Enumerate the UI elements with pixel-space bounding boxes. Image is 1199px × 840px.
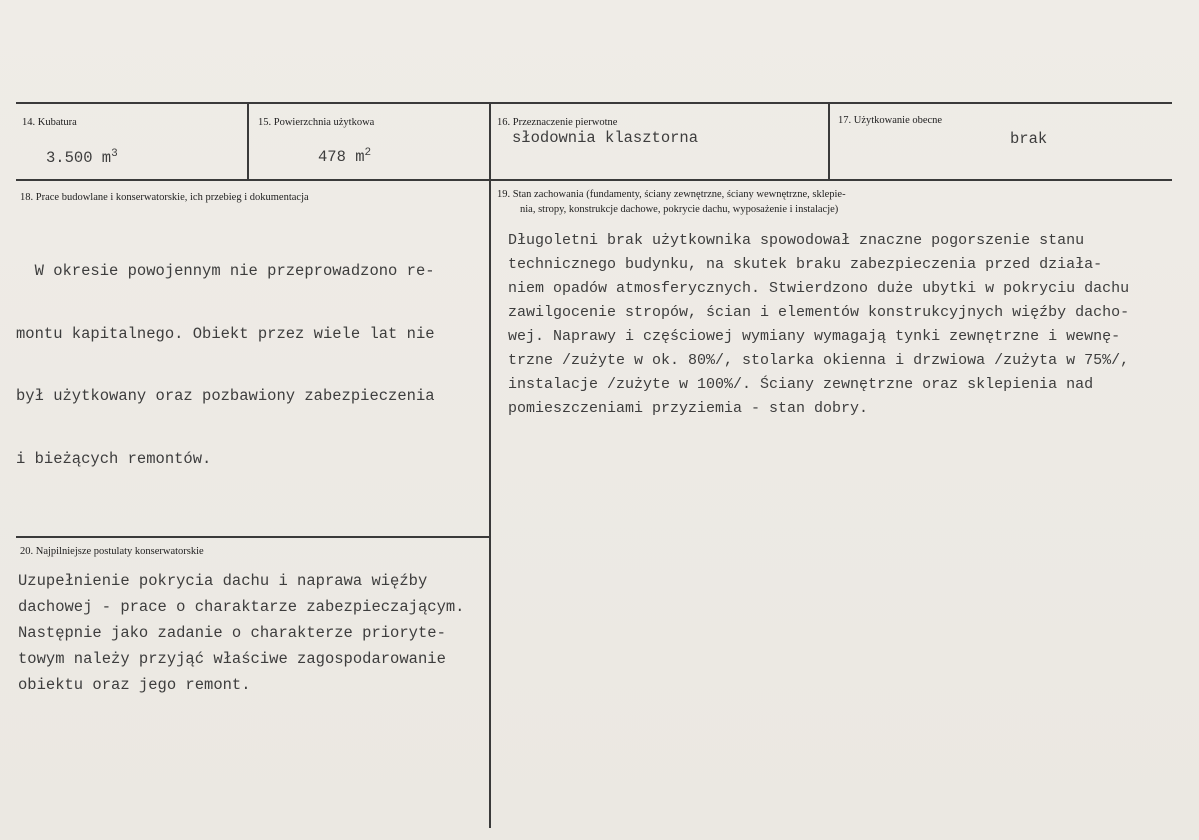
text-line: pomieszczeniami przyziemia - stan dobry. bbox=[508, 400, 869, 417]
text-line: niem opadów atmosferycznych. Stwierdzono duże ubytki w pokryciu dachu bbox=[508, 280, 1130, 297]
text-line: Uzupełnienie pokrycia dachu i naprawa więźby bbox=[18, 572, 428, 590]
text-line: i bieżących remontów. bbox=[16, 449, 212, 468]
row-divider bbox=[16, 179, 1172, 181]
text-line: towym należy przyjąć właściwe zagospodarowanie bbox=[18, 650, 446, 668]
postulaty-label: 20. Najpilniejsze postulaty konserwatorskie bbox=[20, 546, 204, 557]
prace-budowlane-text bbox=[16, 222, 435, 508]
powierzchnia-label: 15. Powierzchnia użytkowa bbox=[258, 117, 375, 128]
text-line: trzne /zużyte w ok. 80%/, stolarka okienna i drzwiowa /zużyta w 75%/, bbox=[508, 352, 1130, 369]
kubatura-value bbox=[46, 148, 118, 167]
powierzchnia-number: 478 m bbox=[318, 148, 365, 167]
text-line: był użytkowany oraz pozbawiony zabezpieczenia bbox=[16, 387, 435, 405]
stan-zachowania-label-2: nia, stropy, konstrukcje dachowe, pokrycie dachu, wyposażenie i instalacje) bbox=[520, 204, 839, 215]
text-line: Następnie jako zadanie o charakterze prioryte- bbox=[18, 624, 446, 642]
uzytkowanie-label: 17. Użytkowanie obecne bbox=[838, 115, 943, 126]
powierzchnia-unit-exponent: 2 bbox=[364, 147, 372, 159]
uzytkowanie-value: brak bbox=[1010, 130, 1048, 148]
text-line: Długoletni brak użytkownika spowodował znaczne pogorszenie stanu bbox=[508, 232, 1085, 249]
text-line: montu kapitalnego. Obiekt przez wiele lat nie bbox=[16, 324, 435, 343]
postulaty-text bbox=[18, 568, 464, 698]
text-line: zawilgocenie stropów, ścian i elementów konstrukcyjnych więźby dacho- bbox=[508, 304, 1130, 321]
section-20-divider bbox=[16, 536, 490, 538]
top-rule bbox=[16, 102, 1172, 104]
przeznaczenie-label: 16. Przeznaczenie pierwotne bbox=[497, 117, 618, 128]
text-line: technicznego budynku, na skutek braku zabezpieczenia przed działa- bbox=[508, 256, 1103, 273]
przeznaczenie-value: słodownia klasztorna bbox=[512, 129, 699, 147]
kubatura-unit-exponent: 3 bbox=[111, 148, 118, 160]
kubatura-label: 14. Kubatura bbox=[22, 117, 77, 128]
text-line: instalacje /zużyte w 100%/. Ściany zewnętrzne oraz sklepienia nad bbox=[508, 376, 1094, 393]
text-line: dachowej - prace o charaktarze zabezpieczającym. bbox=[18, 598, 465, 616]
text-line: obiektu oraz jego remont. bbox=[18, 676, 251, 694]
stan-zachowania-text bbox=[508, 229, 1198, 421]
stan-zachowania-label-1: 19. Stan zachowania (fundamenty, ściany zewnętrzne, ściany wewnętrzne, sklepie- bbox=[497, 189, 846, 200]
text-line: wej. Naprawy i częściowej wymiany wymagają tynki zewnętrzne i wewnę- bbox=[508, 328, 1121, 345]
col-divider-main bbox=[489, 102, 491, 828]
kubatura-number: 3.500 m bbox=[46, 149, 112, 168]
col-divider-16-17 bbox=[828, 102, 830, 180]
powierzchnia-value bbox=[318, 147, 371, 166]
text-line: W okresie powojennym nie przeprowadzono re- bbox=[16, 262, 435, 280]
col-divider-14-15 bbox=[247, 102, 249, 180]
prace-budowlane-label: 18. Prace budowlane i konserwatorskie, ich przebieg i dokumentacja bbox=[20, 192, 309, 203]
